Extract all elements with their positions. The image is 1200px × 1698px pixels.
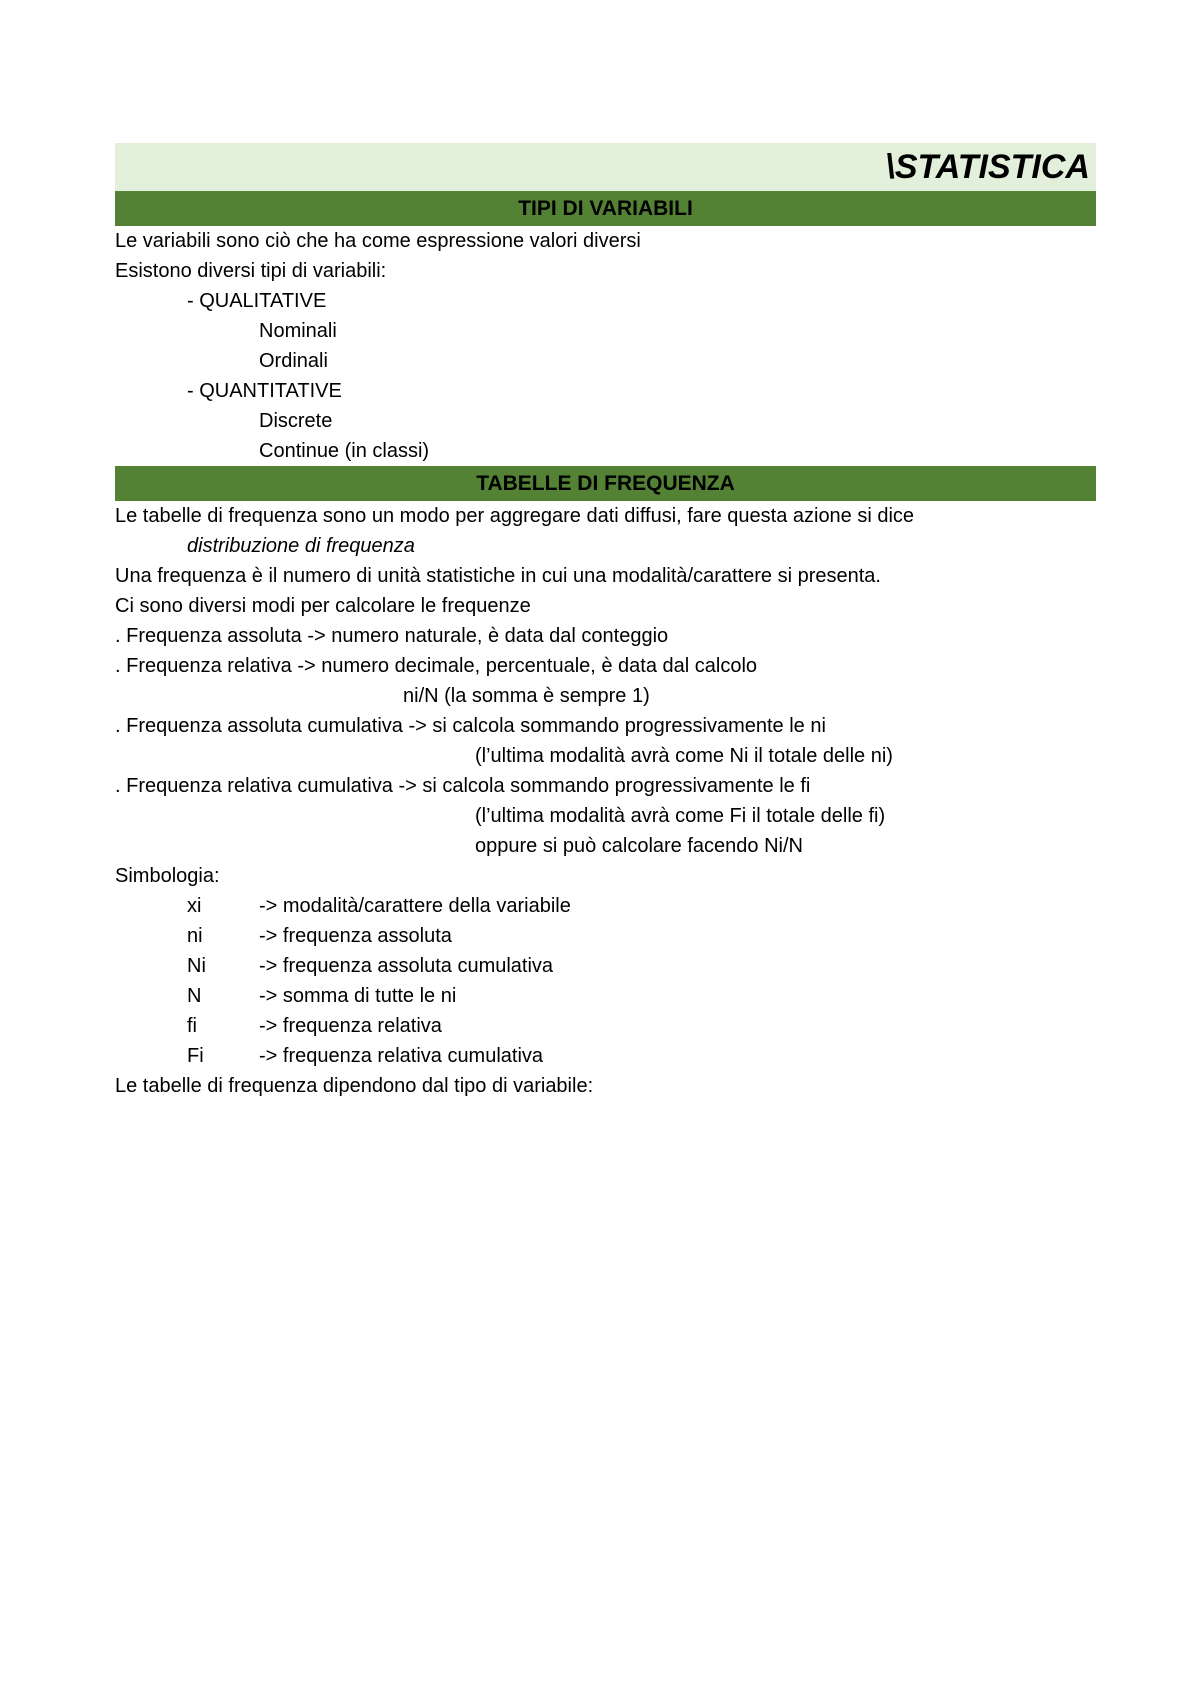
symbol-row bbox=[115, 1011, 1096, 1041]
symbol-description: -> modalità/carattere della variabile bbox=[259, 895, 571, 917]
symbol-description: -> somma di tutte le ni bbox=[259, 985, 457, 1007]
symbol: xi bbox=[187, 895, 202, 917]
list-item: - QUALITATIVE bbox=[187, 290, 327, 312]
symbol-description: -> frequenza assoluta bbox=[259, 925, 452, 947]
text-line: Le variabili sono ciò che ha come espressione valori diversi bbox=[115, 230, 641, 252]
text-line: Ci sono diversi modi per calcolare le frequenze bbox=[115, 595, 531, 617]
symbol-description: -> frequenza relativa bbox=[259, 1015, 442, 1037]
list-subitem: Continue (in classi) bbox=[259, 440, 430, 462]
symbol-row bbox=[115, 921, 1096, 951]
text-line: Una frequenza è il numero di unità statistiche in cui una modalità/carattere si presenta. bbox=[115, 565, 881, 587]
text-line-note: oppure si può calcolare facendo Ni/N bbox=[475, 835, 803, 857]
section-heading-variabili: TIPI DI VARIABILI bbox=[115, 191, 1096, 226]
symbol-row bbox=[115, 981, 1096, 1011]
text-line: Simbologia: bbox=[115, 865, 220, 887]
symbol: N bbox=[187, 985, 202, 1007]
symbol: ni bbox=[187, 925, 203, 947]
symbol: fi bbox=[187, 1015, 197, 1037]
text-line: . Frequenza relativa -> numero decimale, percentuale, è data dal calcolo bbox=[115, 655, 758, 677]
list-subitem: Nominali bbox=[259, 320, 337, 342]
text-line-note: (l’ultima modalità avrà come Fi il totale delle fi) bbox=[475, 805, 886, 827]
symbol-row bbox=[115, 891, 1096, 921]
symbol: Fi bbox=[187, 1045, 204, 1067]
symbol-row bbox=[115, 951, 1096, 981]
list-item: - QUANTITATIVE bbox=[187, 380, 342, 402]
symbol: Ni bbox=[187, 955, 206, 977]
text-line: . Frequenza assoluta -> numero naturale, è data dal conteggio bbox=[115, 625, 669, 647]
page-title: \STATISTICA bbox=[885, 148, 1090, 186]
section-heading-frequenza: TABELLE DI FREQUENZA bbox=[115, 466, 1096, 501]
text-line: Le tabelle di frequenza dipendono dal tipo di variabile: bbox=[115, 1075, 594, 1097]
symbol-row bbox=[115, 1041, 1096, 1071]
text-line: . Frequenza assoluta cumulativa -> si calcola sommando progressivamente le ni bbox=[115, 715, 826, 737]
text-line: . Frequenza relativa cumulativa -> si calcola sommando progressivamente le fi bbox=[115, 775, 811, 797]
symbol-description: -> frequenza assoluta cumulativa bbox=[259, 955, 554, 977]
text-line-formula: ni/N (la somma è sempre 1) bbox=[403, 685, 650, 707]
text-line-note: (l’ultima modalità avrà come Ni il totale delle ni) bbox=[475, 745, 893, 767]
spreadsheet-page bbox=[115, 143, 1096, 1101]
list-subitem: Ordinali bbox=[259, 350, 328, 372]
list-subitem: Discrete bbox=[259, 410, 333, 432]
symbol-description: -> frequenza relativa cumulativa bbox=[259, 1045, 544, 1067]
title-band bbox=[115, 143, 1096, 191]
text-line: Esistono diversi tipi di variabili: bbox=[115, 260, 387, 282]
text-line: Le tabelle di frequenza sono un modo per aggregare dati diffusi, fare questa azione si dice bbox=[115, 505, 915, 527]
text-line-italic: distribuzione di frequenza bbox=[187, 535, 415, 557]
